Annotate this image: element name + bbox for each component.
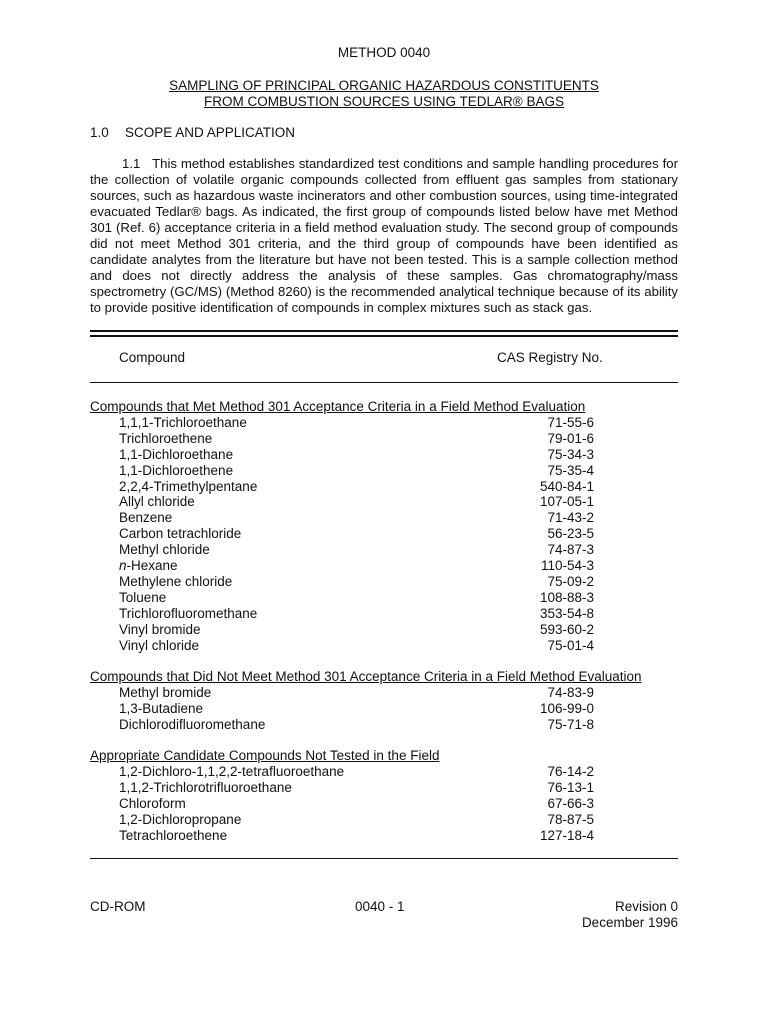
section-title: SCOPE AND APPLICATION <box>125 125 296 140</box>
compound-name: 1,3-Butadiene <box>119 700 204 716</box>
cas-number: 75-34-3 <box>547 446 594 462</box>
footer-revision <box>582 899 678 931</box>
table-row <box>119 479 594 495</box>
table-row <box>119 780 594 796</box>
group-heading: Compounds that Did Not Meet Method 301 Acceptance Criteria in a Field Method Evaluation <box>90 669 642 684</box>
table-top-rule <box>90 330 678 337</box>
compound-name: 1,2-Dichloropropane <box>119 811 242 827</box>
table-row <box>119 447 594 463</box>
table-row <box>119 415 594 431</box>
compound-name <box>119 558 178 574</box>
intro-paragraph <box>90 156 678 316</box>
cas-number: 76-14-2 <box>547 763 594 779</box>
compound-name: Trichloroethene <box>119 430 213 446</box>
compound-name: Tetrachloroethene <box>119 827 228 843</box>
compound-name: 1,1,1-Trichloroethane <box>119 414 247 430</box>
cas-number: 75-35-4 <box>547 462 594 478</box>
table-row <box>119 764 594 780</box>
compound-name: 1,1-Dichloroethane <box>119 446 234 462</box>
method-number: METHOD 0040 <box>337 45 431 60</box>
compound-name: Toluene <box>119 589 167 605</box>
cas-number: 76-13-1 <box>547 779 594 795</box>
cas-number: 110-54-3 <box>540 558 594 573</box>
table-row <box>119 590 594 606</box>
cas-number: 353-54-8 <box>539 605 594 621</box>
table-row <box>119 542 594 558</box>
paragraph-text: This method establishes standardized test conditions and sample handling procedures for the collection of volatile organic compounds collected from effluent gas samples from stationary sources, such as hazardous waste incinerators and other combustion sources, using time-integrated evacuated Tedlar® bags. As indicated, the first group of compounds listed below have met Method 301 (Ref. 6) acceptance criteria in a field method evaluation study. The second group of compounds did not meet Method 301 criteria, and the third group of compounds have been identified as candidate analytes from the literature but have not been tested. This is a sample collection method and does not directly address the analysis of these samples. Gas chromatography/mass spectrometry (GC/MS) (Method 8260) is the recommended analytical technique because of its ability to provide positive identification of compounds in complex mixtures such as stack gas. <box>90 156 678 315</box>
cas-number: 75-01-4 <box>547 637 594 653</box>
table-row <box>119 638 594 654</box>
table-row <box>119 717 594 733</box>
compound-name: 2,2,4-Trimethylpentane <box>119 478 258 494</box>
cas-number: 74-87-3 <box>547 542 594 558</box>
compound-name-rest: -Hexane <box>126 558 178 573</box>
compound-name-prefix: n <box>119 558 127 573</box>
cas-number: 75-09-2 <box>547 573 594 589</box>
table-row <box>119 574 594 590</box>
cas-number: 78-87-5 <box>547 811 594 827</box>
table-row <box>119 622 594 638</box>
section-heading <box>90 125 295 141</box>
cas-number: 593-60-2 <box>539 621 594 637</box>
group-heading: Compounds that Met Method 301 Acceptance Criteria in a Field Method Evaluation <box>90 399 586 414</box>
compound-name: Allyl chloride <box>119 494 195 510</box>
document-title-line-2: FROM COMBUSTION SOURCES USING TEDLAR® BAGS <box>204 94 564 109</box>
compound-name: Benzene <box>119 510 173 526</box>
cas-number: 71-43-2 <box>547 510 594 526</box>
table-row <box>119 431 594 447</box>
table-row <box>119 558 594 574</box>
table-row <box>119 685 594 701</box>
compound-name: Chloroform <box>119 795 186 811</box>
footer-date: December 1996 <box>581 915 678 930</box>
cas-number: 107-05-1 <box>539 494 594 510</box>
compound-name: 1,1-Dichloroethene <box>119 462 234 478</box>
table-row <box>119 510 594 526</box>
cas-number: 75-71-8 <box>547 716 594 732</box>
group-heading: Appropriate Candidate Compounds Not Tested in the Field <box>90 748 440 763</box>
compound-name: Trichlorofluoromethane <box>119 605 258 621</box>
cas-number: 540-84-1 <box>539 478 594 494</box>
paragraph-number: 1.1 <box>122 156 141 171</box>
compound-name: Methylene chloride <box>119 573 233 589</box>
compound-name: Methyl bromide <box>119 684 212 700</box>
footer-cd-rom: CD-ROM <box>90 899 146 914</box>
cas-number: 106-99-0 <box>539 700 594 716</box>
footer-page-number: 0040 - 1 <box>355 899 405 914</box>
cas-number: 127-18-4 <box>539 827 594 843</box>
table-row <box>119 828 594 844</box>
cas-number: 67-66-3 <box>547 795 594 811</box>
table-row <box>119 812 594 828</box>
compound-name: Methyl chloride <box>119 542 210 558</box>
table-header-rule <box>90 382 678 383</box>
table-row <box>119 494 594 510</box>
cas-number: 79-01-6 <box>547 430 594 446</box>
compound-name: 1,2-Dichloro-1,1,2,2-tetrafluoroethane <box>119 763 345 779</box>
cas-number: 108-88-3 <box>539 589 594 605</box>
table-row <box>119 701 594 717</box>
cas-number: 71-55-6 <box>547 414 594 430</box>
table-row <box>119 526 594 542</box>
cas-number: 74-83-9 <box>547 684 594 700</box>
section-number: 1.0 <box>90 125 109 140</box>
footer-revision-label: Revision 0 <box>614 899 678 914</box>
compound-name: 1,1,2-Trichlorotrifluoroethane <box>119 779 292 795</box>
table-row <box>119 796 594 812</box>
compound-name: Vinyl bromide <box>119 621 201 637</box>
table-row <box>119 606 594 622</box>
table-bottom-rule <box>90 858 678 859</box>
column-header-compound: Compound <box>119 350 186 365</box>
compound-name: Dichlorodifluoromethane <box>119 716 266 732</box>
compound-name: Carbon tetrachloride <box>119 526 242 542</box>
table-row <box>119 463 594 479</box>
compound-name: Vinyl chloride <box>119 637 200 653</box>
document-title-line-1: SAMPLING OF PRINCIPAL ORGANIC HAZARDOUS CONSTITUENTS <box>169 78 599 93</box>
column-header-cas: CAS Registry No. <box>497 350 603 365</box>
cas-number: 56-23-5 <box>547 526 594 542</box>
